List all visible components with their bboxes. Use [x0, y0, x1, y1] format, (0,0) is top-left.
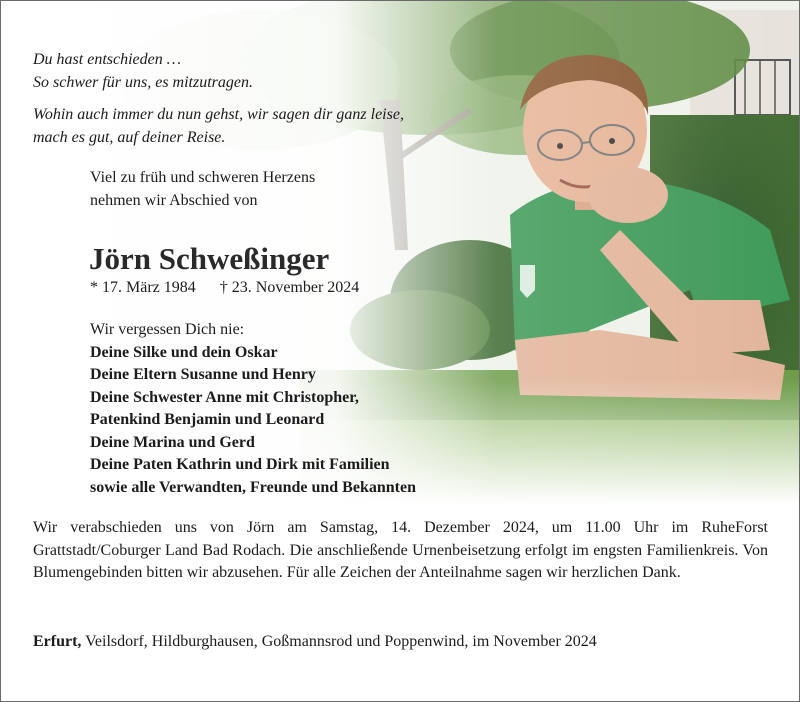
mourner-line: Deine Paten Kathrin und Dirk mit Familien [90, 456, 390, 473]
farewell-text [90, 167, 315, 212]
mourner-line: Deine Eltern Susanne und Henry [90, 366, 316, 383]
deceased-name: Jörn Schweßinger [89, 241, 330, 276]
poem-line: So schwer für uns, es mitzutragen. [33, 73, 253, 91]
mourner-line: Deine Marina und Gerd [90, 433, 255, 451]
mourners-list [90, 319, 416, 499]
life-dates [90, 277, 359, 300]
mourner-line: Patenkind Benjamin und Leonard [90, 411, 325, 428]
mourner-line: sowie alle Verwandten, Freunde und Bekannten [90, 478, 416, 496]
farewell-line: Viel zu früh und schweren Herzens [90, 169, 316, 186]
farewell-line: nehmen wir Abschied von [90, 191, 258, 209]
closing-rest: Veilsdorf, Hildburghausen, Goßmannsrod und Poppenwind, im November 2024 [81, 633, 597, 650]
mourners-intro: Wir vergessen Dich nie: [90, 321, 245, 338]
death-date: † 23. November 2024 [219, 279, 360, 296]
mourner-line: Deine Silke und dein Oskar [90, 343, 278, 361]
poem [33, 49, 404, 159]
mourner-line: Deine Schwester Anne mit Christopher, [90, 388, 359, 406]
birth-date: * 17. März 1984 [90, 279, 196, 296]
closing-place: Erfurt, [33, 633, 82, 650]
closing-line [33, 631, 597, 654]
poem-line: Wohin auch immer du nun gehst, wir sagen dir ganz leise, [33, 106, 404, 123]
poem-line: mach es gut, auf deiner Reise. [33, 128, 226, 146]
poem-line: Du hast entschieden … [33, 51, 181, 68]
funeral-notice: Wir verabschieden uns von Jörn am Samstag, 14. Dezember 2024, um 11.00 Uhr im RuheForst Grattstadt/Coburger Land Bad Rodach. Die anschließende Urnenbeisetzung erfolgt im engsten Familienkreis. Von Blumengebinden bitten wir abzusehen. Für alle Zeichen der Anteilnahme sagen wir herzlichen Dank. [33, 519, 768, 581]
